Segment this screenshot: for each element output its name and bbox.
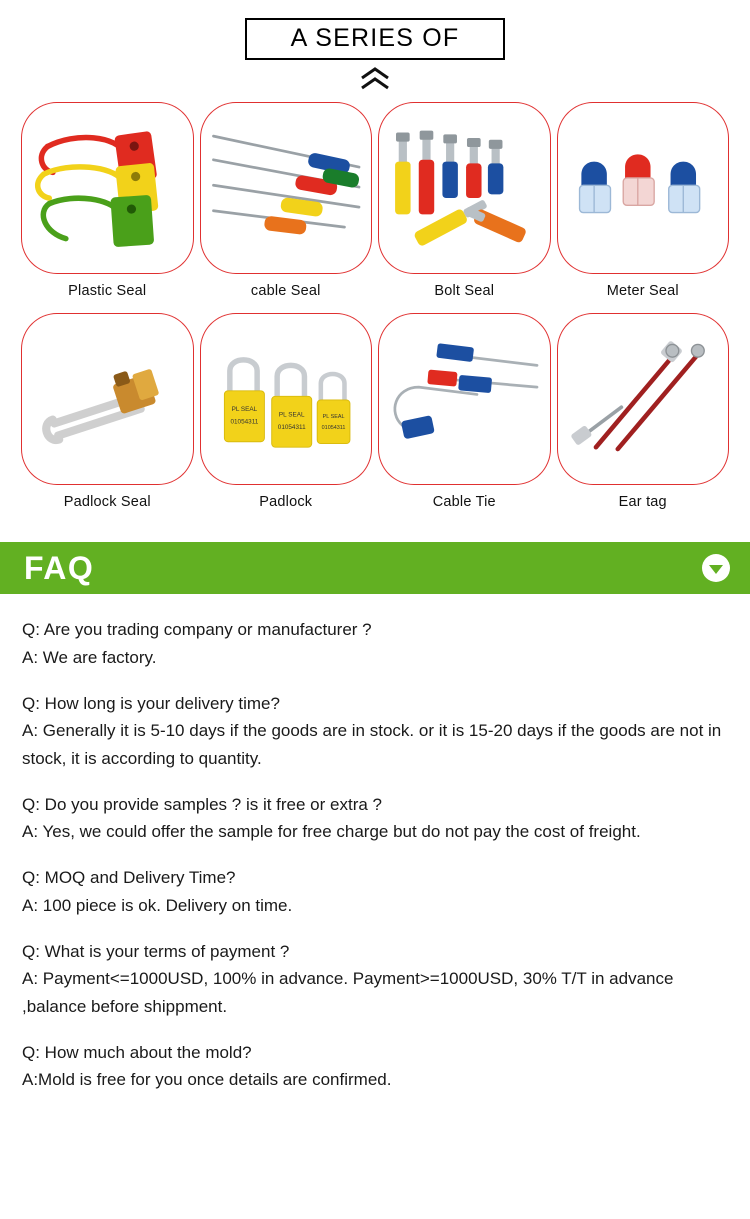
- product-cell-padlock-seal[interactable]: [18, 313, 197, 524]
- faq-answer: A:Mold is free for you once details are confirmed.: [22, 1070, 392, 1090]
- product-label: cable Seal: [250, 283, 321, 300]
- product-frame: [557, 313, 730, 485]
- faq-title: FAQ: [24, 550, 95, 587]
- series-header: [0, 0, 750, 92]
- cable-tie-image: [386, 321, 543, 477]
- faq-answer: A: Payment<=1000USD, 100% in advance. Payment>=1000USD, 30% T/T in advance ,balance before shippment.: [22, 969, 674, 1016]
- chevron-down-circle-icon[interactable]: [702, 554, 730, 582]
- product-frame: [200, 102, 373, 274]
- faq-question: Q: How long is your delivery time?: [22, 693, 280, 713]
- faq-item: [22, 1039, 728, 1094]
- product-frame: [378, 102, 551, 274]
- faq-item: [22, 864, 728, 919]
- product-cell-meter-seal[interactable]: [554, 102, 733, 313]
- svg-text:01054311: 01054311: [229, 418, 258, 426]
- product-frame: [557, 102, 730, 274]
- faq-item: [22, 791, 728, 846]
- product-grid: [18, 102, 732, 524]
- product-frame: [21, 102, 194, 274]
- series-title-box: [245, 18, 506, 60]
- product-label: Ear tag: [618, 494, 667, 511]
- faq-answer: A: Generally it is 5-10 days if the goods are in stock. or it is 15-20 days if the goods are not in stock, it is according to quantity.: [22, 721, 722, 769]
- ear-tag-image: [565, 321, 722, 477]
- svg-text:01054311: 01054311: [277, 424, 306, 432]
- faq-item: [22, 616, 728, 671]
- product-label: Padlock: [259, 494, 313, 511]
- faq-question: Q: What is your terms of payment ?: [22, 941, 290, 961]
- svg-text:PL SEAL: PL SEAL: [231, 406, 257, 414]
- product-cell-cable-tie[interactable]: [375, 313, 554, 524]
- product-label: Padlock Seal: [63, 494, 151, 511]
- faq-question: Q: Are you trading company or manufacturer ?: [22, 620, 372, 640]
- product-cell-ear-tag[interactable]: [554, 313, 733, 524]
- product-cell-bolt-seal[interactable]: [375, 102, 554, 313]
- padlock-image: [208, 321, 365, 477]
- series-title: A SERIES OF: [290, 24, 460, 52]
- plastic-seal-image: [29, 110, 186, 266]
- svg-text:01054311: 01054311: [321, 425, 345, 432]
- faq-item: [22, 938, 728, 1021]
- product-label: Meter Seal: [606, 283, 679, 300]
- product-label: Cable Tie: [432, 494, 496, 511]
- product-frame: [21, 313, 194, 485]
- padlock-seal-image: [29, 321, 186, 477]
- product-frame: [378, 313, 551, 485]
- product-label: Plastic Seal: [68, 283, 147, 300]
- double-chevron-up-icon: [358, 66, 392, 92]
- product-cell-plastic-seal[interactable]: [18, 102, 197, 313]
- meter-seal-image: [565, 110, 722, 266]
- faq-question: Q: MOQ and Delivery Time?: [22, 868, 236, 888]
- faq-question: Q: How much about the mold?: [22, 1042, 252, 1062]
- product-frame: [200, 313, 373, 485]
- product-cell-cable-seal[interactable]: [197, 102, 376, 313]
- cable-seal-image: [208, 110, 365, 266]
- product-label: Bolt Seal: [434, 283, 495, 300]
- bolt-seal-image: [386, 110, 543, 266]
- faq-answer: A: Yes, we could offer the sample for free charge but do not pay the cost of freight.: [22, 822, 641, 842]
- faq-header-band: [0, 542, 750, 594]
- svg-text:PL SEAL: PL SEAL: [278, 411, 304, 419]
- faq-answer: A: 100 piece is ok. Delivery on time.: [22, 895, 293, 915]
- faq-item: [22, 690, 728, 773]
- faq-answer: A: We are factory.: [22, 647, 157, 667]
- svg-text:PL SEAL: PL SEAL: [322, 414, 345, 421]
- faq-body: [0, 594, 750, 1094]
- product-cell-padlock[interactable]: [197, 313, 376, 524]
- faq-question: Q: Do you provide samples ? is it free or extra ?: [22, 794, 382, 814]
